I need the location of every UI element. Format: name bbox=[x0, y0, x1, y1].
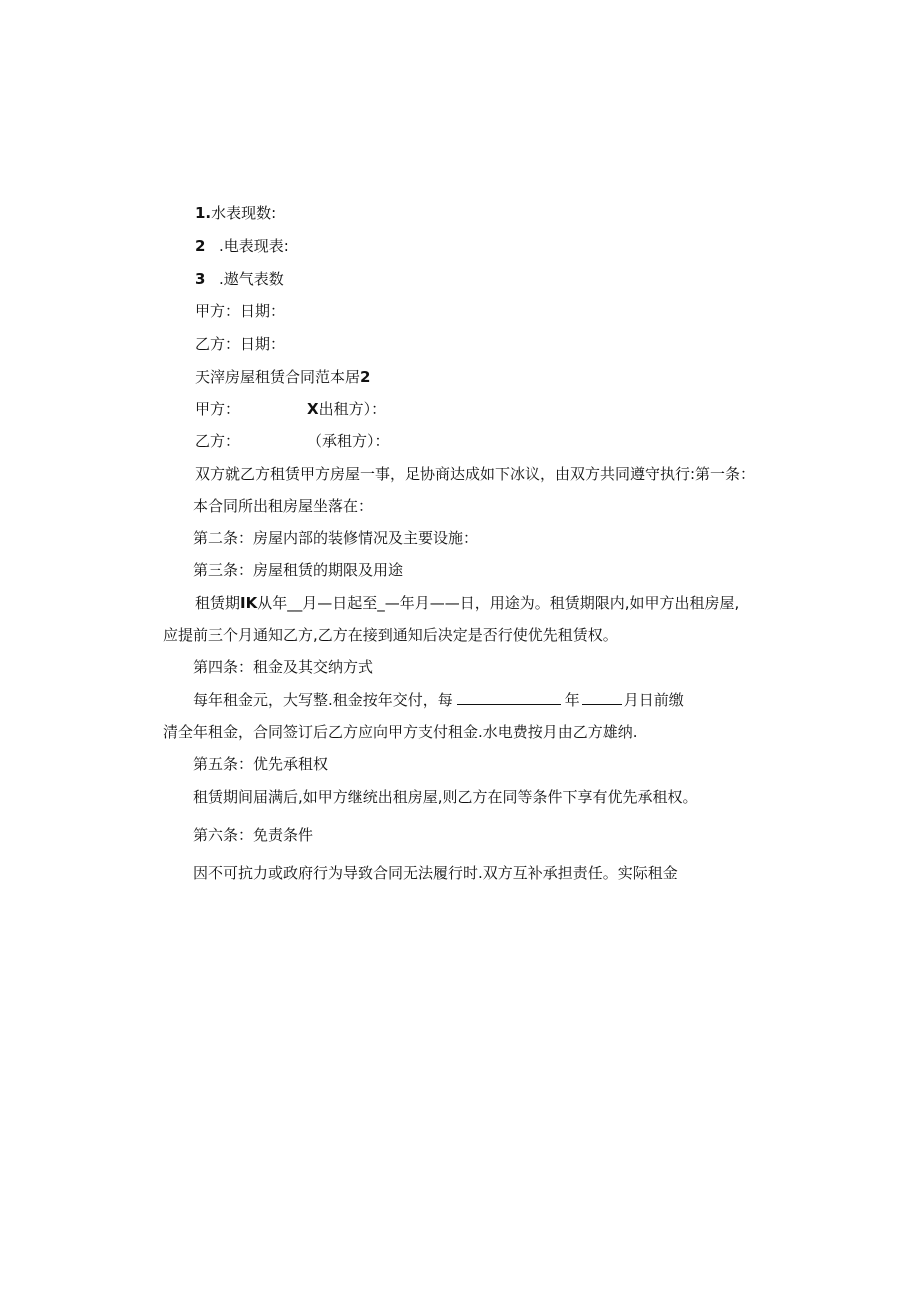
rent-deadline-label: 月日前缴 bbox=[623, 691, 684, 709]
party-a-line bbox=[195, 399, 386, 419]
lease-term-line-1 bbox=[195, 593, 739, 613]
signature-party-a: 甲方：日期： bbox=[195, 302, 286, 320]
article-5-heading: 第五条：优先承租权 bbox=[193, 755, 329, 773]
contract-title-number: 2 bbox=[360, 368, 371, 386]
party-b-line bbox=[195, 431, 390, 451]
party-a-label: 甲方： bbox=[195, 400, 241, 418]
article-6-heading: 第六条：免责条件 bbox=[193, 826, 314, 844]
intro-paragraph: 双方就乙方租赁甲方房屋一事，足协商达成如下冰议，由双方共同遵守执行:第一条： bbox=[195, 465, 756, 483]
item-number: 3 bbox=[195, 270, 206, 288]
property-location: 本合同所出租房屋坐落在： bbox=[193, 497, 374, 515]
meter-electric-line bbox=[195, 236, 289, 256]
lease-term-line-2: 应提前三个月通知乙方,乙方在接到通知后决定是否行使优先租赁权。 bbox=[163, 626, 618, 644]
blank-field bbox=[582, 690, 622, 705]
contract-title bbox=[195, 367, 370, 387]
signature-party-b: 乙方：日期： bbox=[195, 335, 286, 353]
meter-electric-label: .电表现表: bbox=[219, 237, 289, 255]
priority-paragraph: 租赁期间届满后,如甲方继统出租房屋,则乙方在同等条件下享有优先承租权。 bbox=[193, 788, 698, 806]
party-b-label: 乙方： bbox=[195, 432, 241, 450]
meter-water-label: 水表现数: bbox=[211, 204, 277, 222]
lease-term-prefix: 租赁期 bbox=[195, 594, 241, 612]
rent-year-label: 年 bbox=[564, 691, 580, 709]
contract-title-text: 天滓房屋租赁合同范本居 bbox=[195, 368, 361, 386]
rent-line-1 bbox=[193, 690, 684, 710]
meter-gas-line bbox=[195, 269, 284, 289]
party-b-role: （承租方）： bbox=[307, 432, 390, 450]
item-number: 1. bbox=[195, 204, 212, 222]
blank-field bbox=[457, 690, 561, 705]
party-a-role: 出租方）： bbox=[318, 400, 387, 418]
article-2-heading: 第二条：房屋内部的装修情况及主要设施： bbox=[193, 529, 479, 547]
meter-water-line bbox=[180, 203, 276, 223]
lease-term-mark: IK bbox=[240, 594, 258, 612]
article-4-heading: 第四条：租金及其交纳方式 bbox=[193, 658, 374, 676]
exemption-paragraph: 因不可抗力或政府行为导致合同无法履行时.双方互补承担责任。实际租金 bbox=[193, 864, 678, 882]
rent-line-1-text: 每年租金元，大写整.租金按年交付，每 bbox=[193, 691, 453, 709]
party-a-mark: X bbox=[307, 400, 319, 418]
item-number: 2 bbox=[195, 237, 206, 255]
rent-line-2: 清全年租金，合同签订后乙方应向甲方支付租金.水电费按月由乙方雄纳. bbox=[163, 723, 638, 741]
lease-term-text: 从年__月—日起至_—年月——日，用途为。租赁期限内,如甲方出租房屋, bbox=[257, 594, 740, 612]
article-3-heading: 第三条：房屋租赁的期限及用途 bbox=[193, 561, 404, 579]
meter-gas-label: .遨气表数 bbox=[219, 270, 284, 288]
